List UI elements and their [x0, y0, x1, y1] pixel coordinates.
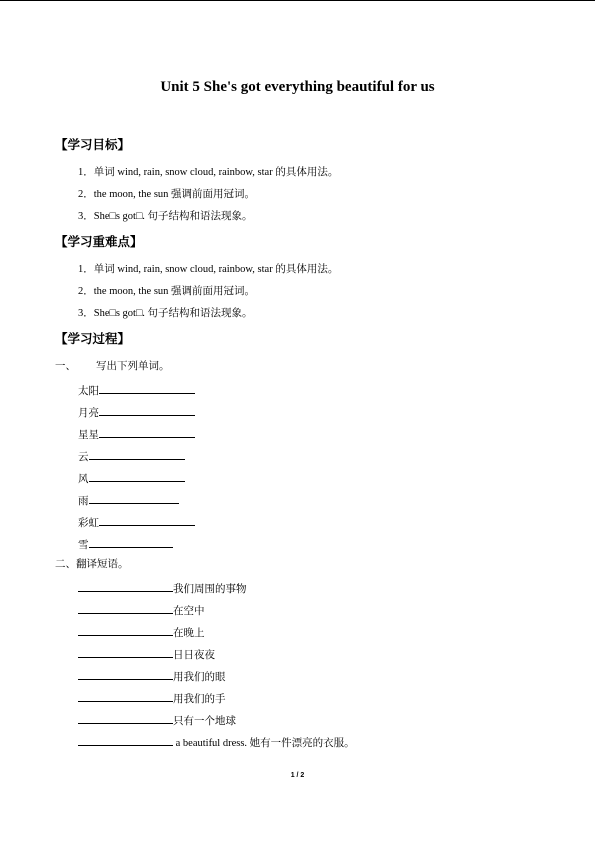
phrase-label: a beautiful dress. 她有一件漂亮的衣服。	[173, 738, 355, 749]
key-points-heading: 【学习重难点】	[55, 235, 143, 249]
phrase-item	[78, 734, 355, 751]
answer-blank[interactable]	[78, 668, 173, 680]
answer-blank[interactable]	[99, 404, 195, 416]
answer-blank[interactable]	[78, 646, 173, 658]
phrase-label: 日日夜夜	[173, 650, 215, 661]
part1-number: 一、	[55, 361, 76, 372]
key-point-item-1: 1．单词 wind, rain, snow cloud, rainbow, star 的具体用法。	[78, 264, 339, 275]
phrase-item	[78, 712, 236, 729]
key-point-item-2: 2．the moon, the sun 强调前面用冠词。	[78, 286, 256, 297]
word-label: 云	[78, 452, 89, 463]
objective-item-2: 2．the moon, the sun 强调前面用冠词。	[78, 189, 256, 200]
phrase-item	[78, 690, 226, 707]
word-label: 星星	[78, 430, 99, 441]
objectives-heading: 【学习目标】	[55, 138, 131, 152]
word-label: 月亮	[78, 408, 99, 419]
word-item	[78, 536, 173, 553]
word-item	[78, 470, 185, 487]
phrase-label: 在空中	[173, 606, 205, 617]
phrase-label: 我们周围的事物	[173, 584, 247, 595]
word-item	[78, 426, 195, 443]
answer-blank[interactable]	[99, 514, 195, 526]
phrase-label: 在晚上	[173, 628, 205, 639]
phrase-item	[78, 646, 215, 663]
word-label: 雪	[78, 540, 89, 551]
phrase-label: 用我们的手	[173, 694, 226, 705]
word-item	[78, 448, 185, 465]
page-top-rule	[0, 0, 595, 1]
answer-blank[interactable]	[89, 536, 173, 548]
word-item	[78, 514, 195, 531]
phrase-label: 只有一个地球	[173, 716, 236, 727]
document-title: Unit 5 She's got everything beautiful for us	[160, 79, 435, 95]
answer-blank[interactable]	[78, 734, 173, 746]
page-number: 1 / 2	[290, 772, 305, 779]
key-point-item-3: 3．She□s got□. 句子结构和语法现象。	[78, 308, 253, 319]
part1-instruction: 写出下列单词。	[96, 361, 170, 372]
part2-instruction: 二、翻译短语。	[55, 559, 129, 570]
answer-blank[interactable]	[99, 382, 195, 394]
phrase-item	[78, 624, 205, 641]
word-label: 雨	[78, 496, 89, 507]
answer-blank[interactable]	[89, 448, 185, 460]
answer-blank[interactable]	[78, 624, 173, 636]
phrase-item	[78, 668, 226, 685]
word-item	[78, 492, 179, 509]
answer-blank[interactable]	[78, 712, 173, 724]
answer-blank[interactable]	[78, 580, 173, 592]
process-heading: 【学习过程】	[55, 332, 131, 346]
objective-item-1: 1．单词 wind, rain, snow cloud, rainbow, star 的具体用法。	[78, 167, 339, 178]
answer-blank[interactable]	[78, 690, 173, 702]
word-label: 风	[78, 474, 89, 485]
phrase-item	[78, 602, 205, 619]
answer-blank[interactable]	[99, 426, 195, 438]
word-item	[78, 382, 195, 399]
word-item	[78, 404, 195, 421]
word-label: 彩虹	[78, 518, 99, 529]
objective-item-3: 3．She□s got□. 句子结构和语法现象。	[78, 211, 253, 222]
answer-blank[interactable]	[78, 602, 173, 614]
phrase-item	[78, 580, 247, 597]
answer-blank[interactable]	[89, 470, 185, 482]
phrase-label: 用我们的眼	[173, 672, 226, 683]
answer-blank[interactable]	[89, 492, 179, 504]
word-label: 太阳	[78, 386, 99, 397]
